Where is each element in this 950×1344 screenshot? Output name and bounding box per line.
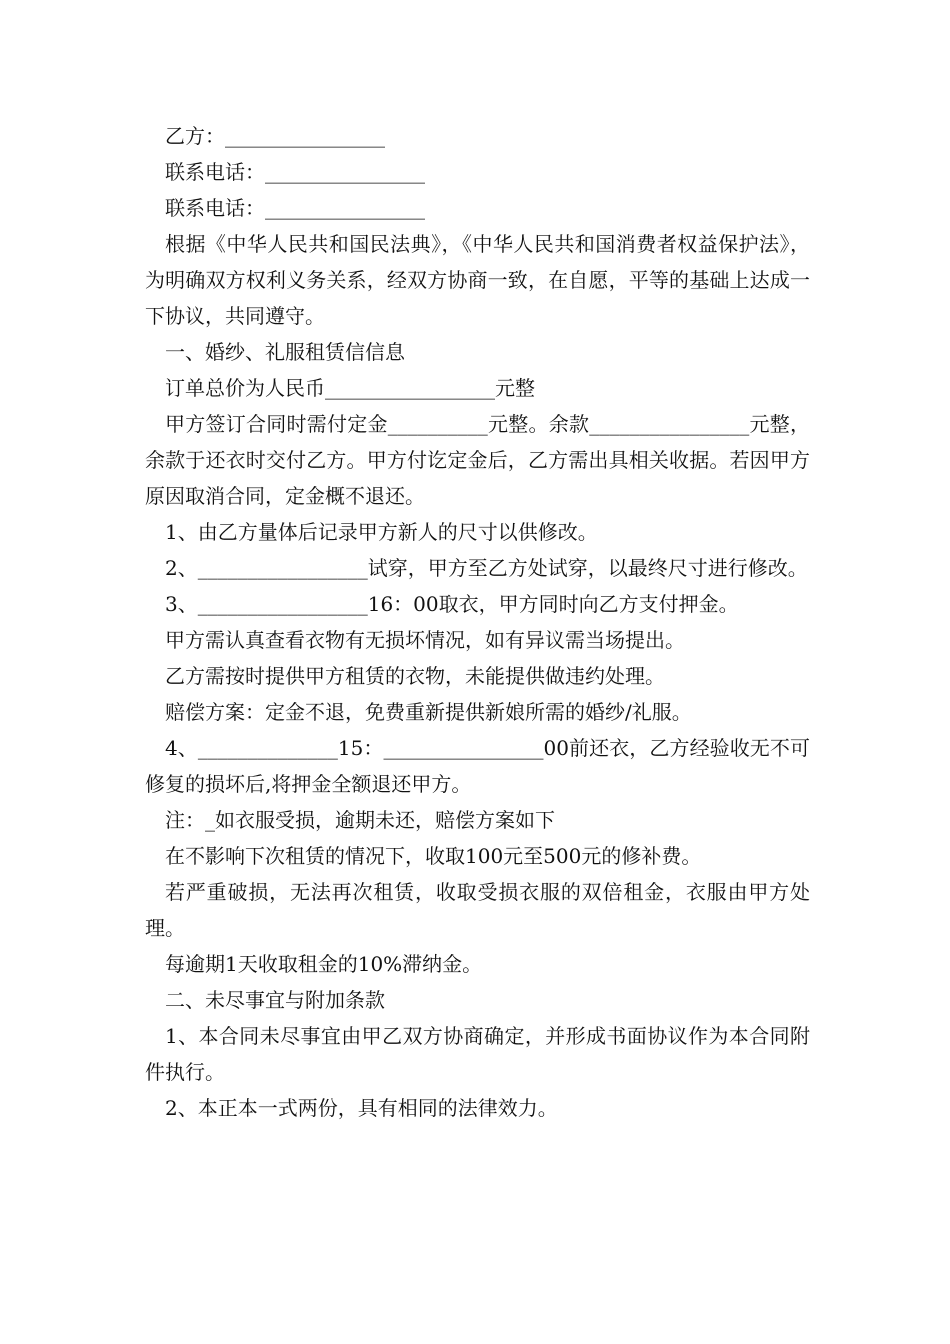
preamble-paragraph: 根据《中华人民共和国民法典》，《中华人民共和国消费者权益保护法》，为明确双方权利义务关系，经双方协商一致，在自愿，平等的基础上达成一下协议，共同遵守。: [145, 232, 810, 328]
section-heading-additional: 二、未尽事宜与附加条款: [165, 988, 385, 1012]
section-heading-rental-info: 一、婚纱、礼服租赁信信息: [165, 340, 405, 364]
late-fee-line: 每逾期1天收取租金的10%滞纳金。: [165, 952, 483, 976]
clause-1: 1、由乙方量体后记录甲方新人的尺寸以供修改。: [165, 520, 598, 544]
damage-note: 注：_如衣服受损，逾期未还，赔偿方案如下: [165, 808, 555, 832]
document-body: [145, 118, 810, 1126]
clause-2: 2、_________________试穿，甲方至乙方处试穿，以最终尺寸进行修改。: [165, 556, 808, 580]
total-price-line: 订单总价为人民币_________________元整: [165, 376, 535, 400]
compensation-plan: 赔偿方案：定金不退，免费重新提供新娘所需的婚纱/礼服。: [165, 700, 692, 724]
additional-clause-1: 1、本合同未尽事宜由甲乙双方协商确定，并形成书面协议作为本合同附件执行。: [145, 1024, 810, 1084]
repair-fee-line: 在不影响下次租赁的情况下，收取100元至500元的修补费。: [165, 844, 702, 868]
additional-clause-2: 2、本正本一式两份，具有相同的法律效力。: [165, 1096, 558, 1120]
party-b-line: 乙方：________________: [165, 124, 385, 148]
phone-line-2: 联系电话：________________: [165, 196, 425, 220]
phone-line-1: 联系电话：________________: [165, 160, 425, 184]
clause-4: 4、______________15：________________00前还衣，乙方经验收无不可修复的损坏后,将押金全额退还甲方。: [145, 736, 810, 796]
inspection-note: 甲方需认真查看衣物有无损坏情况，如有异议需当场提出。: [165, 628, 685, 652]
severe-damage-line: 若严重破损，无法再次租赁，收取受损衣服的双倍租金，衣服由甲方处理。: [145, 880, 810, 940]
deposit-paragraph: 甲方签订合同时需付定金__________元整。余款________________元整，余款于还衣时交付乙方。甲方付讫定金后，乙方需出具相关收据。若因甲方原因取消合同，定金概不退还。: [145, 412, 810, 508]
clause-3: 3、_________________16：00取衣，甲方同时向乙方支付押金。: [165, 592, 739, 616]
supply-obligation: 乙方需按时提供甲方租赁的衣物，未能提供做违约处理。: [165, 664, 665, 688]
